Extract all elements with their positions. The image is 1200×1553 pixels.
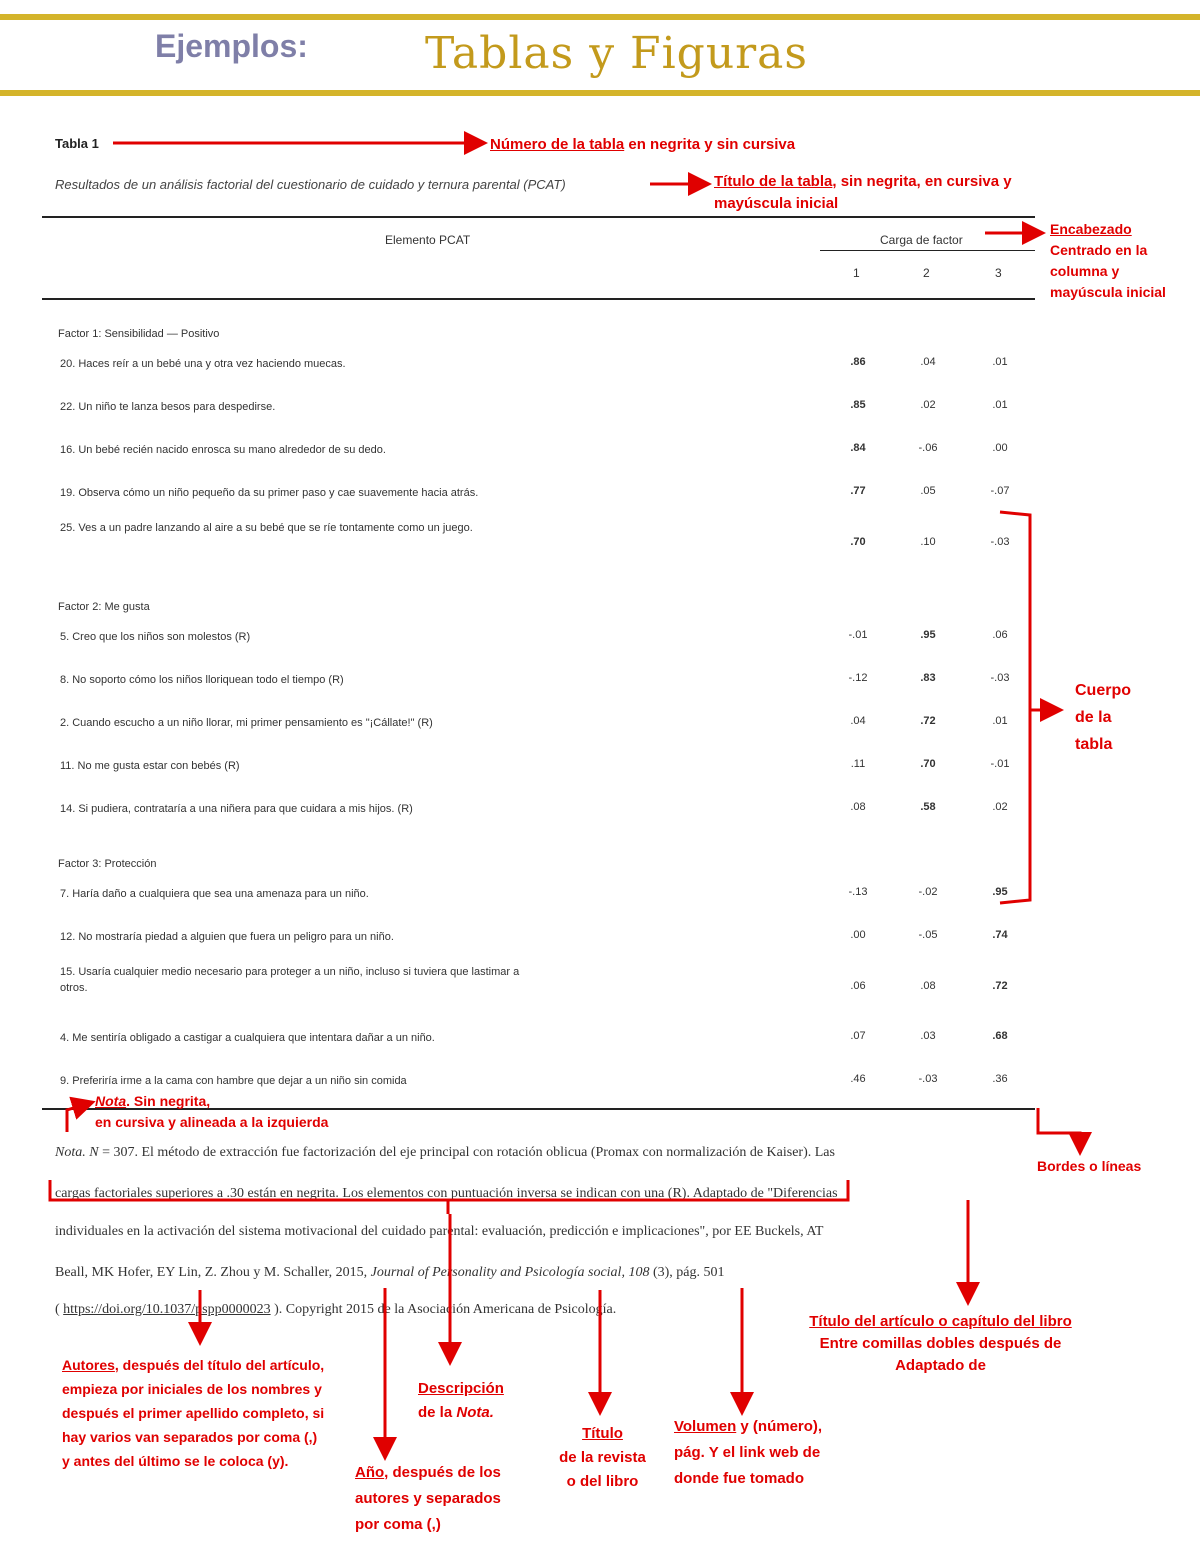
arrow-bordes — [1038, 1108, 1080, 1150]
annot-cuerpo: Cuerpo de la tabla — [1075, 682, 1131, 753]
col-header-3: 3 — [995, 266, 1002, 280]
table-cell-value: -.03 — [990, 536, 1010, 548]
bracket-cuerpo — [1000, 512, 1030, 903]
table-row-item: 19. Observa cómo un niño pequeño da su primer paso y cae suavemente hacia atrás. — [60, 487, 479, 499]
table-cell-value: .72 — [920, 715, 936, 727]
note-label: Nota. — [55, 1145, 86, 1160]
table-row-item: 22. Un niño te lanza besos para despedirse. — [60, 401, 276, 413]
table-cell-value: .10 — [920, 536, 936, 548]
note-copyright: ). Copyright 2015 de la Asociación Americana de Psicología. — [274, 1302, 617, 1317]
table-row-item: 15. Usaría cualquier medio necesario para proteger a un niño, incluso si tuviera que lastimar a otros. — [60, 966, 520, 994]
table-cell-value: .06 — [850, 980, 866, 992]
table-row-item: 2. Cuando escucho a un niño llorar, mi primer pensamiento es "¡Cállate!" (R) — [60, 717, 433, 729]
table-cell-value: .04 — [850, 715, 866, 727]
table-cell-value: .02 — [992, 801, 1008, 813]
table-cell-value: -.13 — [848, 886, 868, 898]
table-cell-value: -.06 — [918, 442, 938, 454]
col-header-1: 1 — [853, 266, 860, 280]
table-cell-value: .74 — [992, 929, 1008, 941]
table-cell-value: -.03 — [918, 1073, 938, 1085]
table-cell-value: .58 — [920, 801, 936, 813]
note-line-3: individuales en la activación del sistema motivacional del cuidado parental: evaluación, predicción e implicaciones", por EE Buckels, AT — [55, 1224, 824, 1239]
note-line-1-text: = 307. El método de extracción fue factorización del eje principal con rotación oblicua (Promax con normalización de Kaiser). Las — [98, 1145, 835, 1160]
table-cell-value: .86 — [850, 356, 866, 368]
table-cell-value: -.01 — [848, 629, 868, 641]
factor-label: Factor 1: Sensibilidad — Positivo — [58, 328, 220, 340]
table-cell-value: .00 — [850, 929, 866, 941]
col-header-2: 2 — [923, 266, 930, 280]
table-row-item: 7. Haría daño a cualquiera que sea una amenaza para un niño. — [60, 888, 369, 900]
table-cell-value: .85 — [850, 399, 866, 411]
table-cell-value: .07 — [850, 1030, 866, 1042]
annot-titulo: Título de la tabla, sin negrita, en cursiva y mayúscula inicial — [714, 173, 1012, 212]
annot-articulo: Título del artículo o capítulo del libro Entre comillas dobles después de Adaptado de — [809, 1313, 1072, 1374]
annot-descripcion: Descripción de la Nota. — [418, 1380, 504, 1421]
table-cell-value: .03 — [920, 1030, 936, 1042]
table-cell-value: .04 — [920, 356, 936, 368]
table-cell-value: -.03 — [990, 672, 1010, 684]
table-title: Resultados de un análisis factorial del cuestionario de cuidado y ternura parental (PCAT) — [55, 177, 566, 192]
factor-label: Factor 3: Protección — [58, 858, 157, 870]
note-authors: Beall, MK Hofer, EY Lin, Z. Zhou y M. Schaller, 2015, — [55, 1265, 368, 1280]
table-row-item: 5. Creo que los niños son molestos (R) — [60, 631, 251, 643]
table-cell-value: .46 — [850, 1073, 866, 1085]
table-cell-value: .01 — [992, 399, 1008, 411]
note-n: N — [89, 1145, 99, 1160]
table-cell-value: -.02 — [918, 886, 938, 898]
table-cell-value: .01 — [992, 356, 1008, 368]
annot-numero: Número de la tabla en negrita y sin cursiva — [490, 136, 796, 153]
arrow-nota — [67, 1103, 90, 1132]
annot-bordes: Bordes o líneas — [1037, 1158, 1142, 1174]
table-cell-value: .95 — [992, 886, 1008, 898]
table-row-item: 11. No me gusta estar con bebés (R) — [60, 760, 240, 772]
bracket-descripcion — [50, 1180, 848, 1214]
table-cell-value: .77 — [850, 485, 866, 497]
table-cell-value: .11 — [850, 758, 866, 770]
factor-label: Factor 2: Me gusta — [58, 601, 150, 613]
table-row-item: 8. No soporto cómo los niños lloriquean todo el tiempo (R) — [60, 674, 344, 686]
table-cell-value: .95 — [920, 629, 936, 641]
annot-titulo-revista: Título de la revista o del libro — [559, 1425, 646, 1490]
table-cell-value: .70 — [920, 758, 936, 770]
table-cell-value: -.12 — [848, 672, 868, 684]
table-cell-value: .06 — [992, 629, 1008, 641]
table-row-item: 9. Preferiría irme a la cama con hambre que dejar a un niño sin comida — [60, 1075, 407, 1087]
table-cell-value: .01 — [992, 715, 1008, 727]
table-row-item: 14. Si pudiera, contrataría a una niñera para que cuidara a mis hijos. (R) — [60, 803, 413, 815]
note-doi-link[interactable]: https://doi.org/10.1037/pspp0000023 — [63, 1302, 271, 1317]
table-cell-value: .08 — [850, 801, 866, 813]
table-cell-value: .05 — [920, 485, 936, 497]
table-cell-value: -.07 — [990, 485, 1010, 497]
table-cell-value: .70 — [850, 536, 866, 548]
table-cell-value: .84 — [850, 442, 866, 454]
table-cell-value: -.05 — [918, 929, 938, 941]
ejemplos-label: Ejemplos: — [155, 28, 308, 64]
table-row-item: 25. Ves a un padre lanzando al aire a su bebé que se ríe tontamente como un juego. — [60, 522, 473, 534]
note-line-2: cargas factoriales superiores a .30 están en negrita. Los elementos con puntuación inversa se indican con una (R). Adaptado de "Diferencias — [55, 1186, 838, 1201]
table-cell-value: .72 — [992, 980, 1008, 992]
table-cell-value: .08 — [920, 980, 936, 992]
note-journal: Journal of Personality and Psicología social, 108 — [370, 1265, 650, 1280]
table-cell-value: .36 — [992, 1073, 1008, 1085]
table-row-item: 12. No mostraría piedad a alguien que fuera un peligro para un niño. — [60, 931, 394, 943]
col-header-group: Carga de factor — [880, 233, 963, 247]
page-title: Tablas y Figuras — [425, 28, 808, 79]
table-row-item: 16. Un bebé recién nacido enrosca su mano alrededor de su dedo. — [60, 444, 386, 456]
table-cell-value: .83 — [920, 672, 936, 684]
note-line-5: ( https://doi.org/10.1037/pspp0000023 ). Copyright 2015 de la Asociación Americana de Psicología. — [55, 1302, 617, 1317]
table-row-item: 4. Me sentiría obligado a castigar a cualquiera que intentara dañar a un niño. — [60, 1032, 435, 1044]
note-pages: (3), pág. 501 — [652, 1265, 725, 1280]
annot-nota: Nota. Sin negrita, en cursiva y alineada a la izquierda — [95, 1093, 329, 1130]
table-cell-value: .02 — [920, 399, 936, 411]
annot-volumen: Volumen y (número), pág. Y el link web de donde fue tomado — [674, 1418, 823, 1487]
annot-encabezado: Encabezado Centrado en la columna y mayúscula inicial — [1050, 221, 1166, 300]
table-row-item: 20. Haces reír a un bebé una y otra vez haciendo muecas. — [60, 358, 346, 370]
annot-anio: Año, después de los autores y separados por coma (,) — [355, 1464, 501, 1533]
table-cell-value: -.01 — [990, 758, 1010, 770]
table-cell-value: .68 — [992, 1030, 1008, 1042]
col-header-item: Elemento PCAT — [385, 233, 471, 247]
table-number: Tabla 1 — [55, 136, 99, 151]
annot-autores: Autores, después del título del artículo, empieza por iniciales de los nombres y después el primer apellido completo, si hay varios van separados por coma (,) y antes del último se le coloca (y). — [62, 1357, 325, 1469]
table-cell-value: .00 — [992, 442, 1008, 454]
